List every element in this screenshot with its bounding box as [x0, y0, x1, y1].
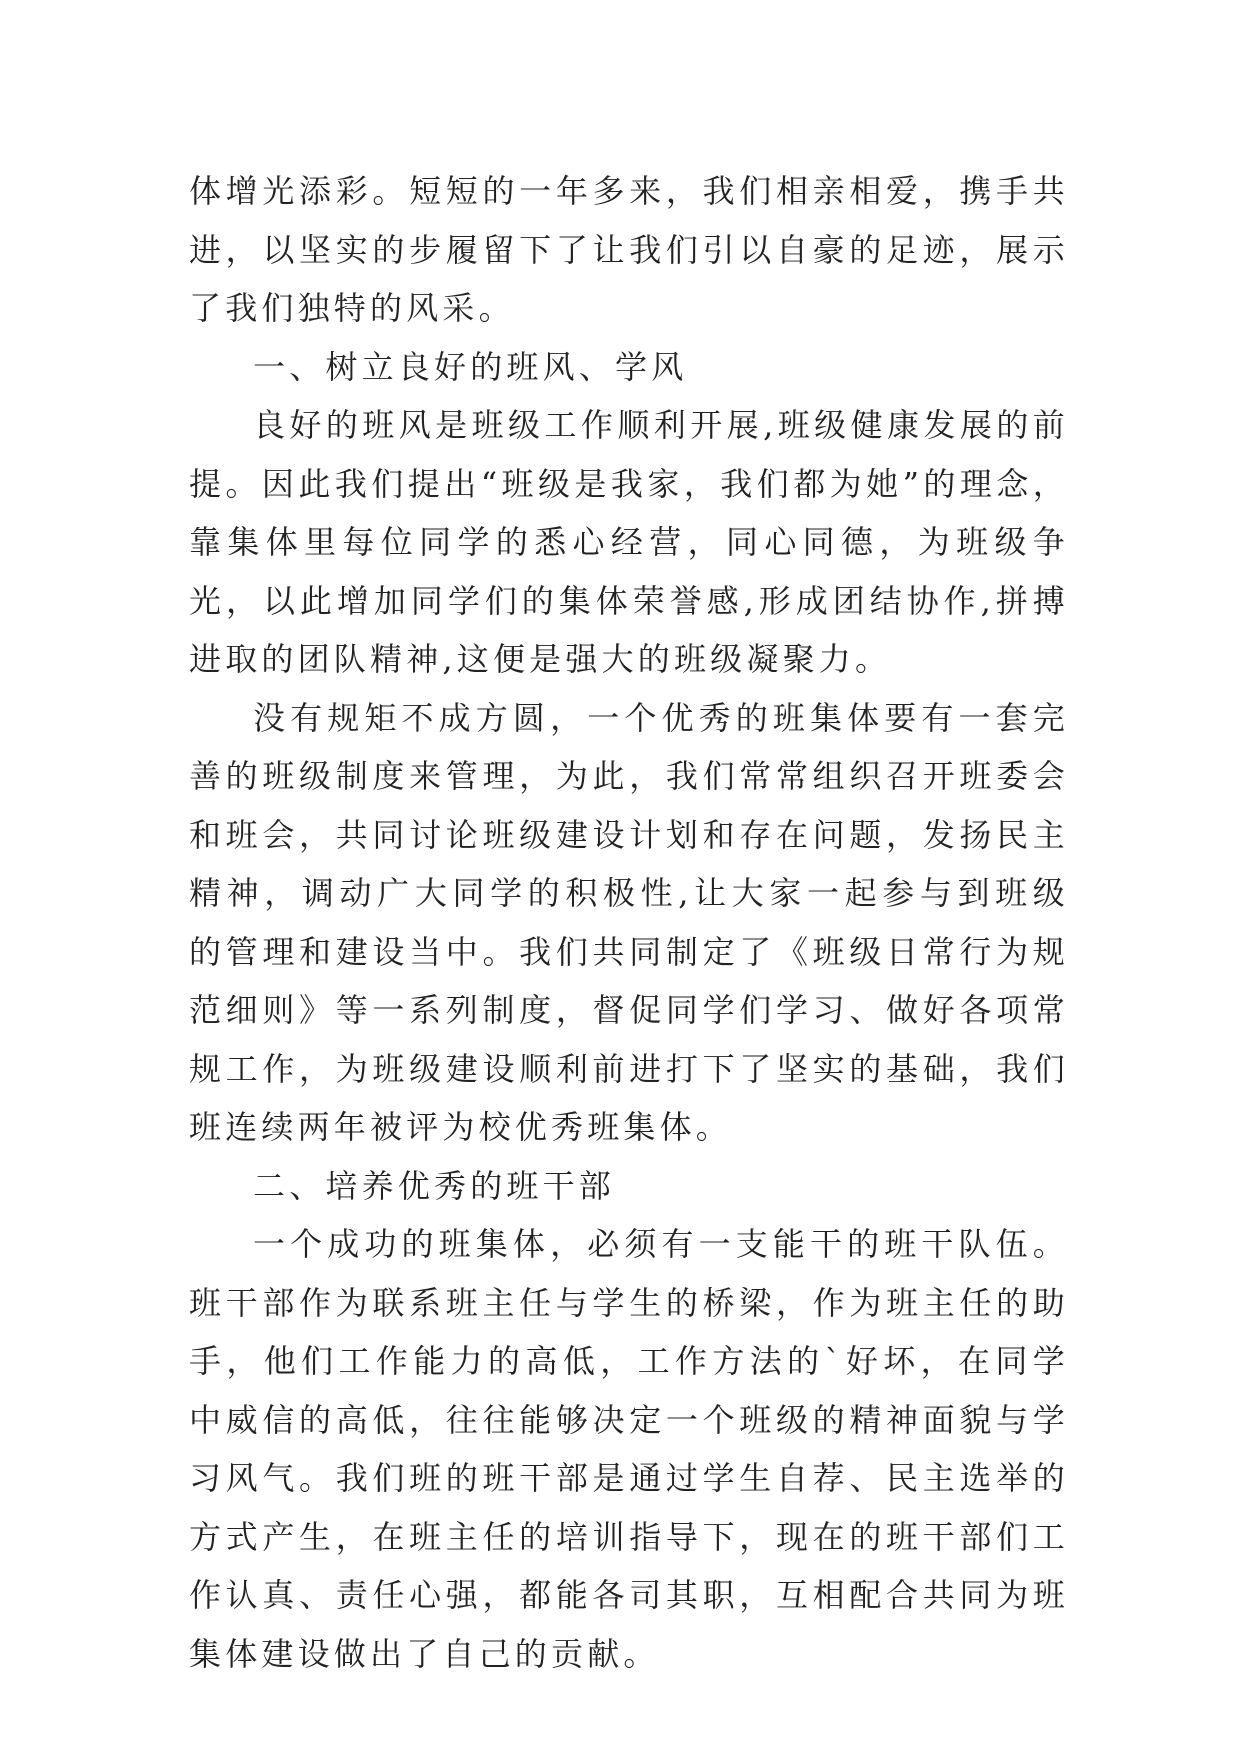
- body-paragraph: 没有规矩不成方圆，一个优秀的班集体要有一套完善的班级制度来管理，为此，我们常常组织召开班委会和班会，共同讨论班级建设计划和存在问题，发扬民主精神，调动广大同学的积极性,让大家一起参与到班级的管理和建设当中。我们共同制定了《班级日常行为规范细则》等一系列制度，督促同学们学习、做好各项常规工作，为班级建设顺利前进打下了坚实的基础，我们班连续两年被评为校优秀班集体。: [189, 698, 1069, 1146]
- section-heading-2: 二、培养优秀的班干部: [253, 1166, 616, 1205]
- body-paragraph: 一个成功的班集体，必须有一支能干的班干队伍。班干部作为联系班主任与学生的桥梁，作为班主任的助手，他们工作能力的高低，工作方法的`好坏，在同学中威信的高低，往往能够决定一个班级的精神面貌与学习风气。我们班的班干部是通过学生自荐、民主选举的方式产生，在班主任的培训指导下，现在的班干部们工作认真、责任心强，都能各司其职，互相配合共同为班集体建设做出了自己的贡献。: [189, 1225, 1069, 1673]
- body-paragraph: 良好的班风是班级工作顺利开展,班级健康发展的前提。因此我们提出“班级是我家，我们都为她”的理念，靠集体里每位同学的悉心经营，同心同德，为班级争光，以此增加同学们的集体荣誉感,形成团结协作,拼搏进取的团队精神,这便是强大的班级凝聚力。: [189, 406, 1069, 678]
- section-heading-1: 一、树立良好的班风、学风: [253, 347, 688, 386]
- continuation-paragraph: 体增光添彩。短短的一年多来，我们相亲相爱，携手共进，以坚实的步履留下了让我们引以自豪的足迹，展示了我们独特的风采。: [189, 172, 1069, 327]
- document-body: [189, 162, 1069, 1683]
